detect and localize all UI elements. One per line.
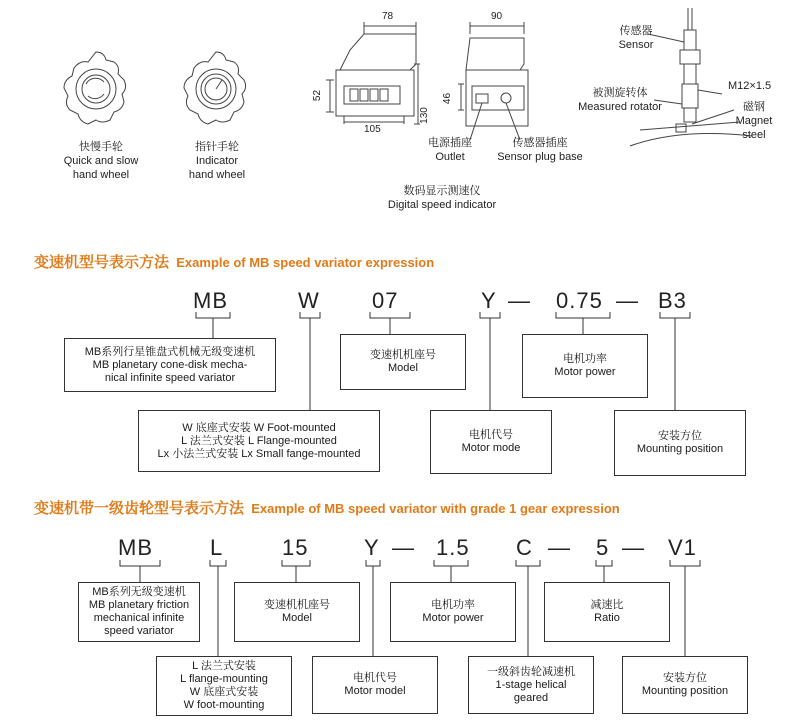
outlet-cn: 电源插座 bbox=[428, 137, 472, 149]
s1-mount-line1: W 底座式安装 W Foot-mounted bbox=[182, 421, 336, 434]
s2-ratio-box bbox=[544, 582, 670, 642]
indicator-wheel-cn: 指针手轮 bbox=[195, 141, 239, 153]
speed-indicator-en: Digital speed indicator bbox=[387, 199, 497, 211]
s2-power-box bbox=[390, 582, 516, 642]
section2-heading-cn: 变速机带一级齿轮型号表示方法 bbox=[34, 500, 245, 517]
outlet-label bbox=[420, 136, 480, 164]
section1-heading bbox=[34, 251, 434, 272]
s2-gear-line1: 一级斜齿轮减速机 bbox=[487, 665, 575, 678]
code1-b3: B3 bbox=[658, 288, 687, 313]
magnet-en2: steel bbox=[742, 129, 766, 141]
speed-indicator-cn: 数码显示测速仪 bbox=[403, 185, 481, 197]
code2-dash1: — bbox=[392, 535, 415, 560]
dim-78: 78 bbox=[382, 11, 394, 22]
s1-model-cn: 变速机机座号 bbox=[370, 349, 436, 361]
outlet-en: Outlet bbox=[435, 151, 465, 163]
magnet-en1: Magnet bbox=[735, 115, 773, 127]
s2-series-line1: MB系列无级变速机 bbox=[92, 586, 186, 598]
code1-07: 07 bbox=[372, 288, 399, 313]
s1-series-line2: MB planetary cone-disk mecha- bbox=[92, 358, 248, 371]
s2-model-en: Model bbox=[282, 612, 312, 624]
sensor-plug-en: Sensor plug base bbox=[497, 151, 583, 163]
section2-heading bbox=[34, 497, 620, 518]
code2-v1: V1 bbox=[668, 535, 697, 560]
indicator-wheel-caption bbox=[172, 140, 262, 182]
s2-motor-model-box bbox=[312, 656, 438, 714]
dim-90: 90 bbox=[491, 11, 503, 22]
code1-075: 0.75 bbox=[556, 288, 603, 313]
code1-dash1: — bbox=[508, 288, 531, 313]
code2-mb: MB bbox=[118, 535, 153, 560]
m12-thread-label: M12×1.5 bbox=[728, 80, 772, 92]
s2-series-line2: MB planetary friction bbox=[88, 599, 190, 611]
dim-52: 52 bbox=[312, 89, 324, 102]
s1-mounting-type-box bbox=[138, 410, 380, 472]
s2-mounting-pos-cn: 安装方位 bbox=[663, 672, 707, 684]
s1-series-box bbox=[64, 338, 276, 392]
section1-heading-en: Example of MB speed variator expression bbox=[176, 255, 435, 270]
s1-model-en: Model bbox=[388, 362, 418, 374]
s2-series-line4: speed variator bbox=[104, 625, 174, 637]
dim-105: 105 bbox=[364, 124, 381, 135]
speed-indicator-front-drawing bbox=[326, 22, 420, 124]
rotator-en: Measured rotator bbox=[578, 101, 662, 113]
s2-series-line3: mechanical infinite bbox=[93, 612, 185, 624]
code2-dash3: — bbox=[622, 535, 645, 560]
code2-c: C bbox=[516, 535, 533, 560]
rotator-cn: 被测旋转体 bbox=[592, 87, 648, 99]
code1-dash2: — bbox=[616, 288, 639, 313]
s1-series-line3: nical infinite speed variator bbox=[104, 371, 236, 384]
s1-motor-mode-box bbox=[430, 410, 552, 474]
s2-power-cn: 电机功率 bbox=[431, 599, 475, 611]
s2-gear-line2: 1-stage helical bbox=[495, 678, 567, 691]
s2-model-box bbox=[234, 582, 360, 642]
s1-mounting-pos-en: Mounting position bbox=[636, 443, 724, 455]
s2-power-en: Motor power bbox=[422, 612, 484, 624]
code1-w: W bbox=[298, 288, 320, 313]
speed-indicator-back-drawing bbox=[458, 22, 528, 140]
s1-power-en: Motor power bbox=[554, 366, 616, 378]
dim-46: 46 bbox=[442, 92, 454, 105]
s2-mount-line4: W foot-mounting bbox=[183, 699, 265, 711]
code2-dash2: — bbox=[548, 535, 571, 560]
speed-indicator-caption bbox=[372, 184, 512, 212]
section1-heading-cn: 变速机型号表示方法 bbox=[34, 254, 170, 271]
sensor-cn: 传感器 bbox=[619, 25, 653, 37]
s2-mount-line2: L flange-mounting bbox=[180, 673, 268, 685]
s2-gear-box bbox=[468, 656, 594, 714]
s1-motor-mode-cn: 电机代号 bbox=[469, 429, 513, 441]
code1-y: Y bbox=[481, 288, 497, 313]
s1-power-box bbox=[522, 334, 648, 398]
s1-mount-line3: Lx 小法兰式安装 Lx Small fange-mounted bbox=[157, 447, 361, 460]
s2-series-box bbox=[78, 582, 200, 642]
indicator-wheel-en1: Indicator bbox=[195, 155, 239, 167]
s2-motor-model-en: Motor model bbox=[344, 685, 406, 697]
s2-model-cn: 变速机机座号 bbox=[264, 599, 330, 611]
sensor-plug-label bbox=[488, 136, 592, 164]
quick-slow-wheel-cn: 快慢手轮 bbox=[79, 141, 123, 153]
s1-model-box bbox=[340, 334, 466, 390]
sensor-en: Sensor bbox=[618, 39, 654, 51]
quick-slow-hand-wheel-drawing bbox=[64, 52, 126, 124]
s2-mounting-type-box bbox=[156, 656, 292, 716]
quick-slow-wheel-en1: Quick and slow bbox=[63, 155, 139, 167]
s2-mounting-pos-en: Mounting position bbox=[641, 685, 729, 697]
indicator-hand-wheel-drawing bbox=[184, 52, 246, 124]
s2-ratio-en: Ratio bbox=[594, 612, 620, 624]
section2-heading-en: Example of MB speed variator with grade 1 gear expression bbox=[251, 501, 620, 516]
s1-mounting-pos-box bbox=[614, 410, 746, 476]
s1-motor-mode-en: Motor mode bbox=[461, 442, 521, 454]
indicator-wheel-en2: hand wheel bbox=[188, 169, 246, 181]
s1-mount-line2: L 法兰式安装 L Flange-mounted bbox=[181, 434, 337, 447]
code2-5: 5 bbox=[596, 535, 610, 560]
s1-mounting-pos-cn: 安装方位 bbox=[658, 430, 702, 442]
s2-motor-model-cn: 电机代号 bbox=[353, 672, 397, 684]
s1-series-line1: MB系列行星锥盘式机械无级变速机 bbox=[84, 345, 256, 358]
s2-gear-line3: geared bbox=[513, 691, 549, 704]
magnet-cn: 磁钢 bbox=[743, 101, 765, 113]
quick-slow-wheel-caption bbox=[56, 140, 146, 182]
sensor-label bbox=[604, 24, 668, 52]
s2-mount-line1: L 法兰式安装 bbox=[192, 660, 256, 672]
quick-slow-wheel-en2: hand wheel bbox=[72, 169, 130, 181]
code2-l: L bbox=[210, 535, 224, 560]
code2-y: Y bbox=[364, 535, 380, 560]
sensor-plug-cn: 传感器插座 bbox=[512, 137, 568, 149]
s2-ratio-cn: 减速比 bbox=[590, 599, 624, 611]
s2-mount-line3: W 底座式安装 bbox=[189, 686, 259, 698]
code1-mb: MB bbox=[193, 288, 228, 313]
s2-mounting-pos-box bbox=[622, 656, 748, 714]
code2-15: 15 bbox=[282, 535, 309, 560]
s1-power-cn: 电机功率 bbox=[563, 353, 607, 365]
magnet-steel-label bbox=[726, 100, 782, 142]
code2-15b: 1.5 bbox=[436, 535, 470, 560]
dim-130: 130 bbox=[418, 107, 430, 124]
measured-rotator-label bbox=[572, 86, 668, 114]
